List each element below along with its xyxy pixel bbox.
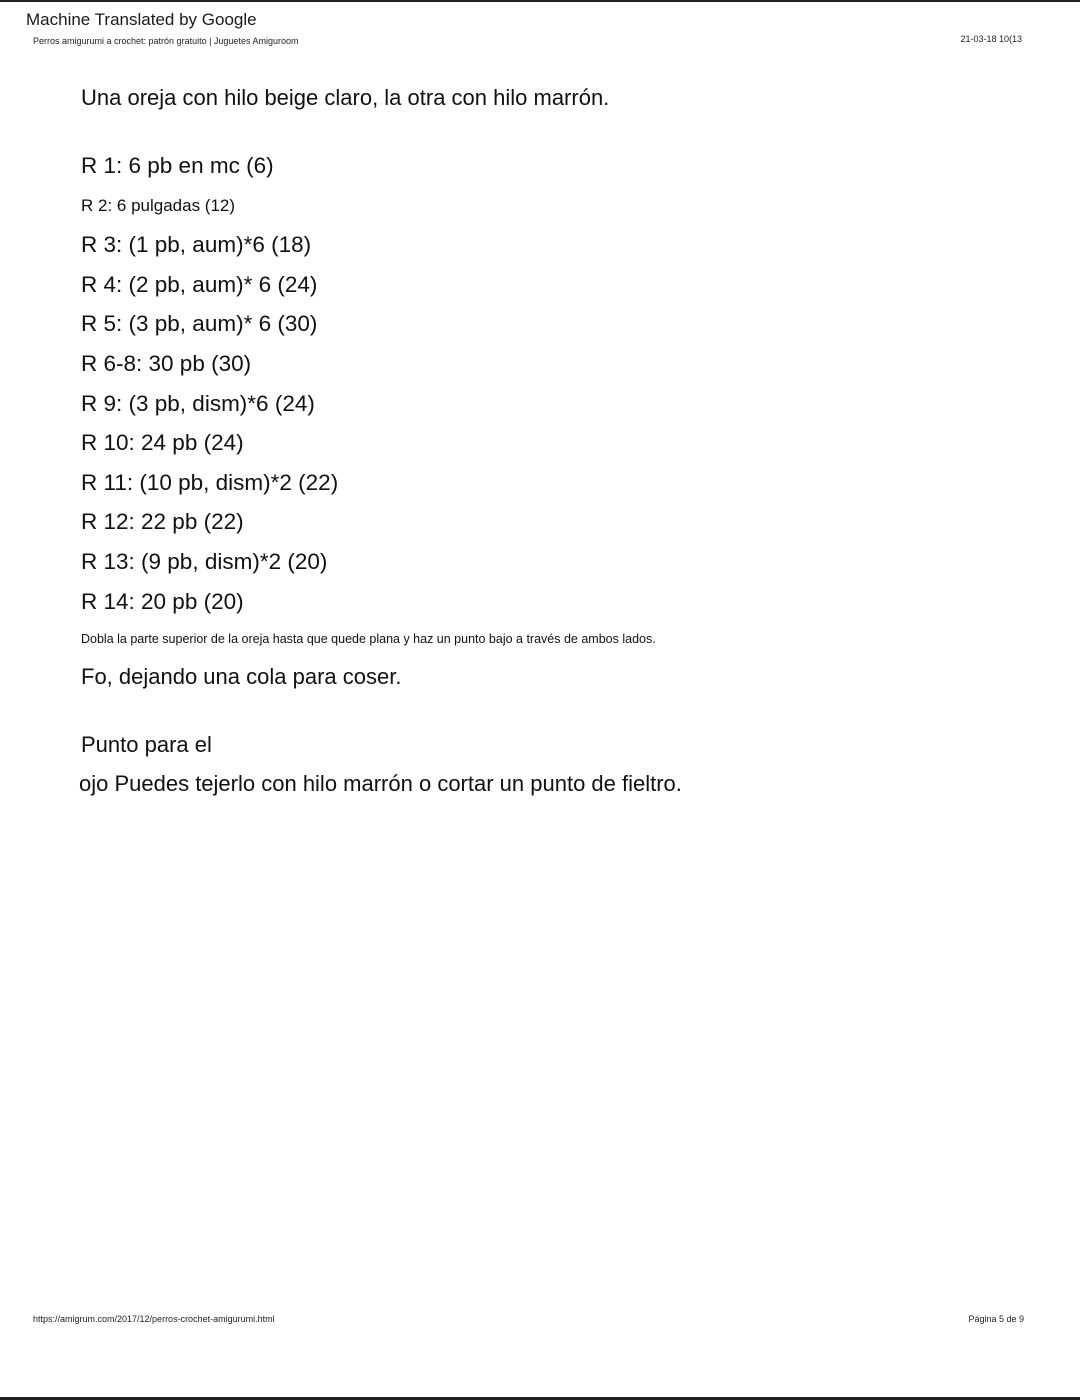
translation-banner: Machine Translated by Google [26, 10, 257, 29]
print-header-date: 21-03-18 10(13 [960, 34, 1022, 44]
round-item: R 4: (2 pb, aum)* 6 (24) [81, 271, 318, 297]
top-border [0, 0, 1080, 2]
round-item: R 14: 20 pb (20) [81, 588, 244, 614]
round-item: R 10: 24 pb (24) [81, 430, 244, 456]
intro-text: Una oreja con hilo beige claro, la otra con hilo marrón. [81, 85, 610, 110]
fasten-off-text: Fo, dejando una cola para coser. [81, 664, 402, 690]
rounds-list [81, 146, 1021, 621]
round-item: R 1: 6 pb en mc (6) [81, 153, 274, 178]
round-item: R 3: (1 pb, aum)*6 (18) [81, 232, 312, 258]
round-item: R 13: (9 pb, dism)*2 (20) [81, 548, 328, 574]
document-body [81, 84, 1021, 798]
fold-note: Dobla la parte superior de la oreja hasta que quede plana y haz un punto bajo a través de ambos lados. [81, 632, 656, 647]
eye-section-text: ojo Puedes tejerlo con hilo marrón o cortar un punto de fieltro. [79, 771, 682, 797]
round-item: R 5: (3 pb, aum)* 6 (30) [81, 311, 318, 337]
round-item: R 6-8: 30 pb (30) [81, 350, 252, 376]
round-item: R 12: 22 pb (22) [81, 509, 244, 535]
round-item: R 11: (10 pb, dism)*2 (22) [81, 469, 339, 495]
print-header-title: Perros amigurumi a crochet: patrón gratuito | Juguetes Amiguroom [33, 36, 299, 46]
round-item: R 9: (3 pb, dism)*6 (24) [81, 390, 315, 416]
round-item: R 2: 6 pulgadas (12) [81, 195, 236, 215]
print-footer-page-number: Página 5 de 9 [968, 1314, 1024, 1324]
print-footer-url: https://amigrum.com/2017/12/perros-crochet-amigurumi.html [33, 1314, 275, 1324]
eye-section-title: Punto para el [81, 732, 212, 758]
